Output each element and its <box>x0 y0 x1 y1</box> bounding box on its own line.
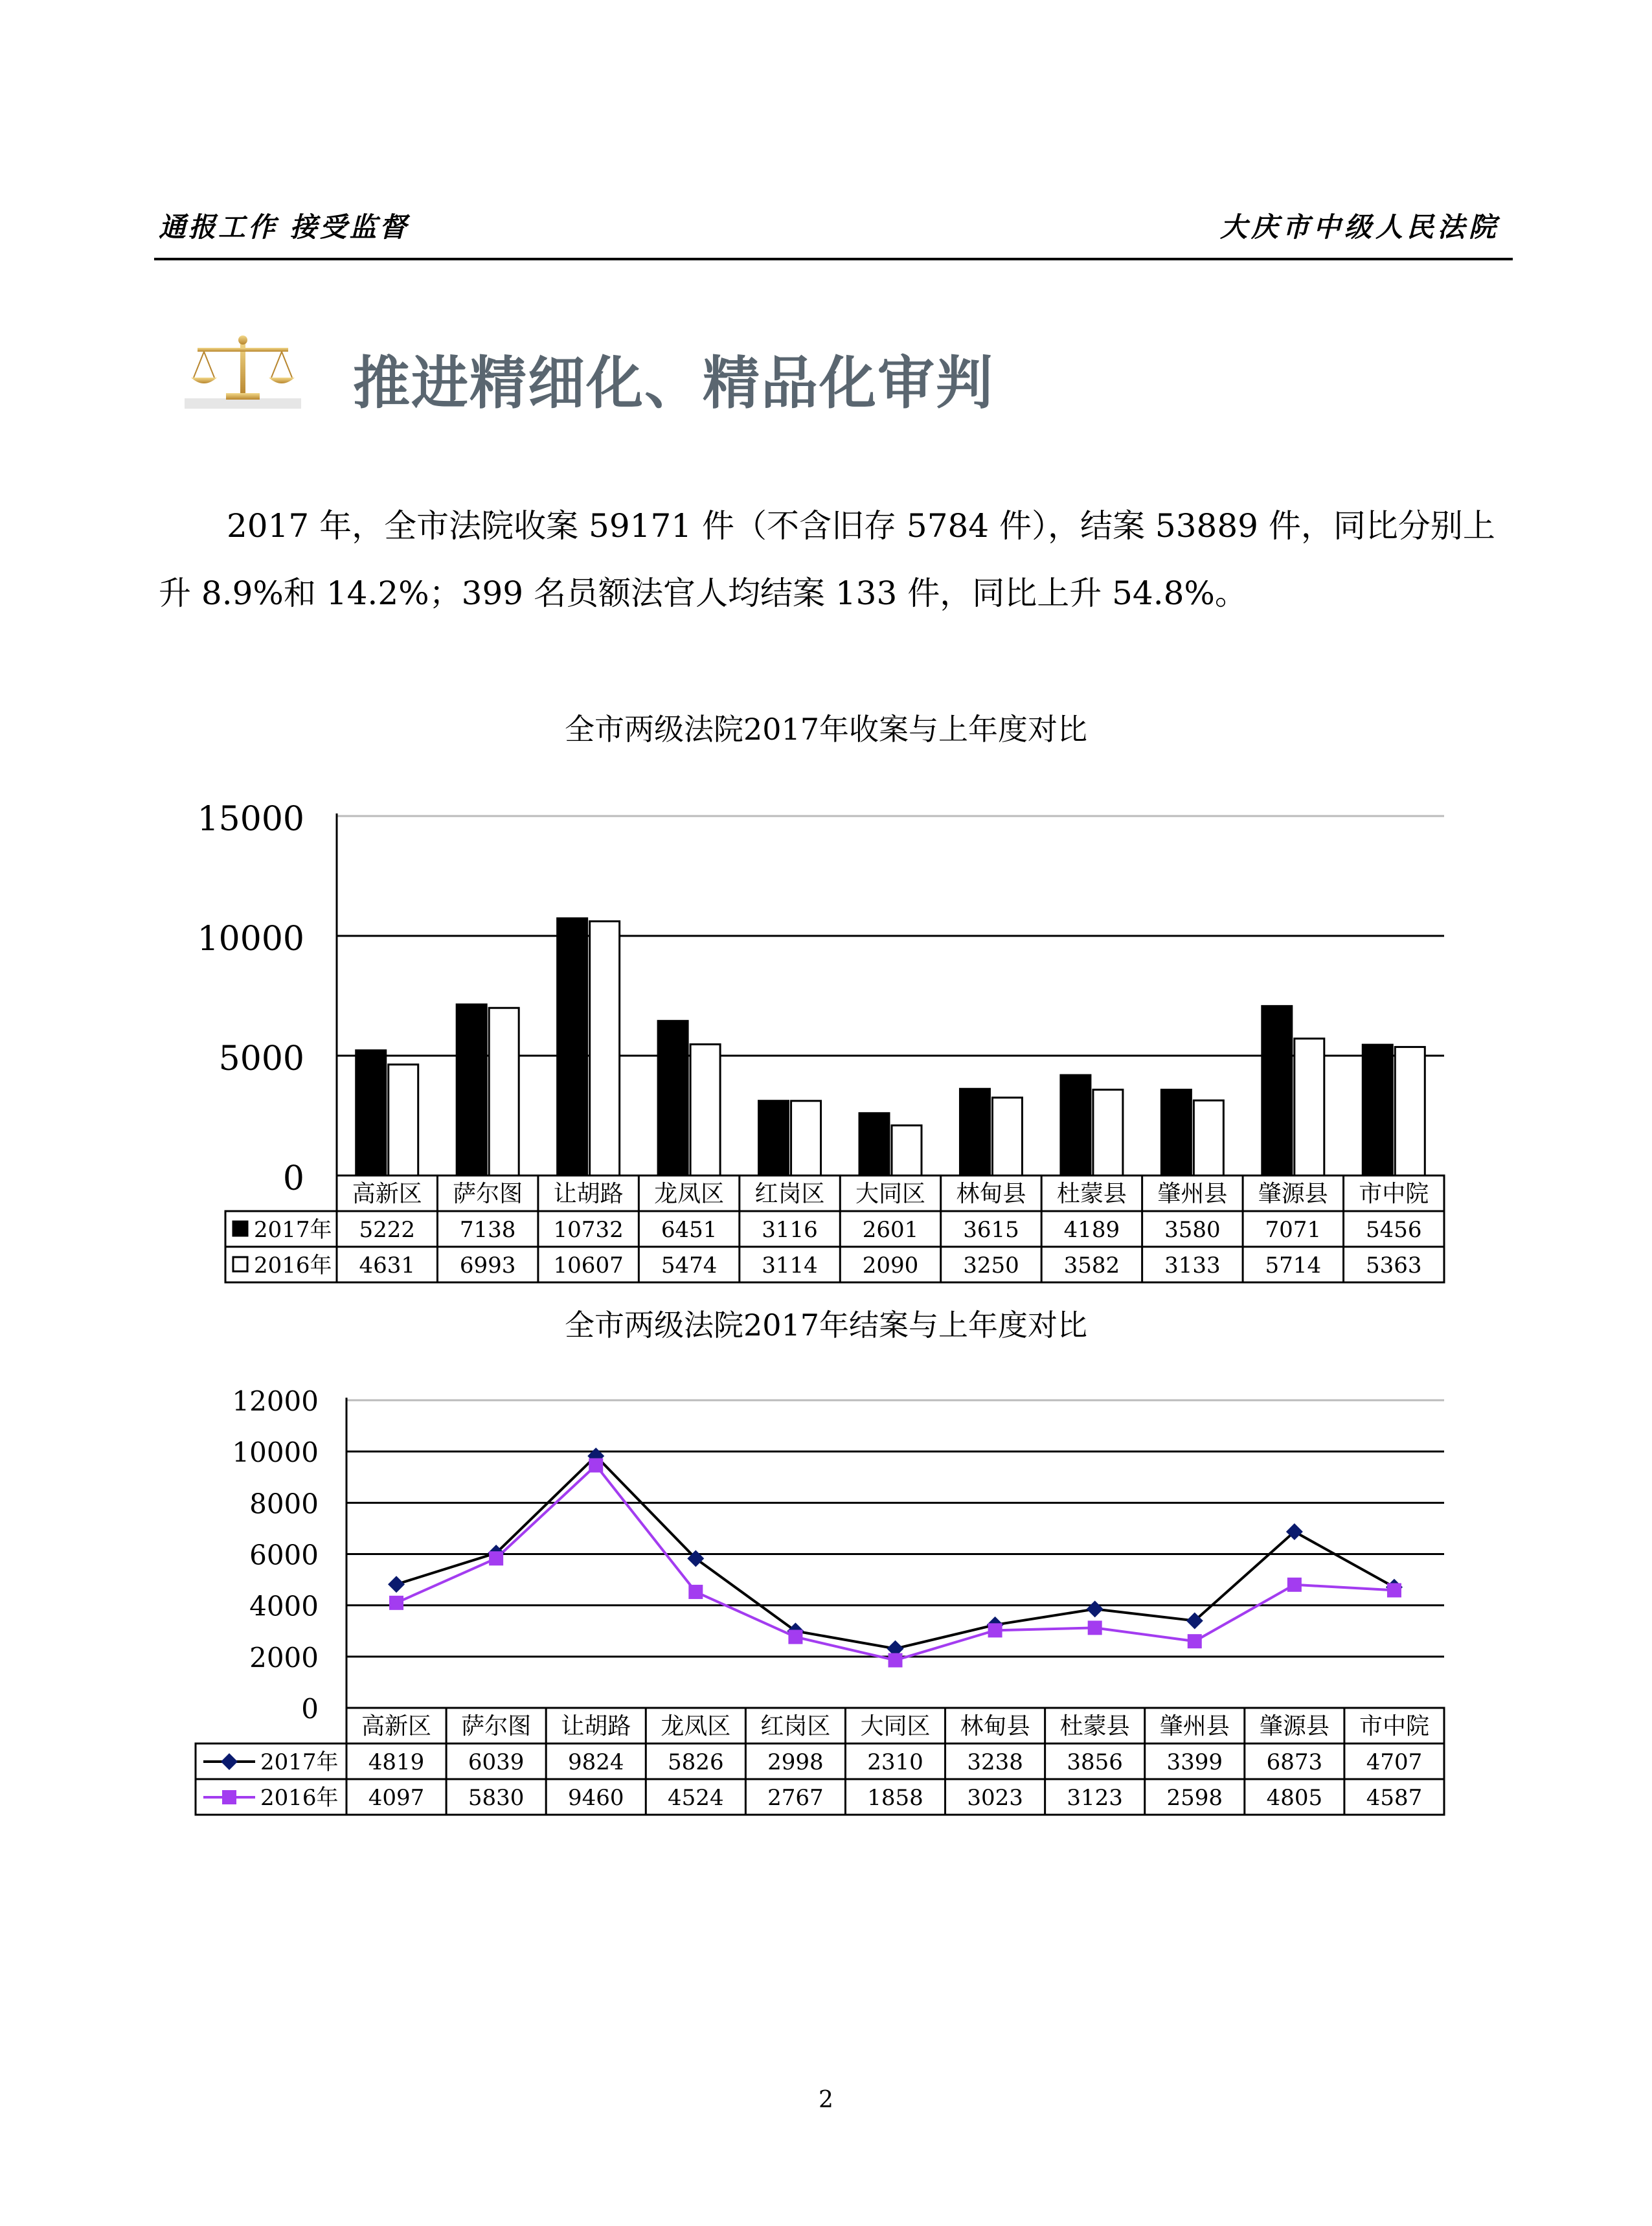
x-category-label: 肇州县 <box>1159 1713 1230 1740</box>
data-label: 1858 <box>867 1785 923 1811</box>
data-label: 2601 <box>862 1217 919 1243</box>
x-category-label: 肇州县 <box>1157 1181 1228 1207</box>
bar-2017 <box>1061 1075 1091 1175</box>
x-category-label: 萨尔图 <box>453 1181 523 1207</box>
bar-2016 <box>489 1008 519 1175</box>
data-label: 4707 <box>1366 1749 1423 1775</box>
x-category-label: 杜蒙县 <box>1056 1181 1127 1207</box>
bar-2017 <box>356 1051 386 1175</box>
x-category-label: 肇源县 <box>1258 1181 1328 1207</box>
data-label: 2998 <box>767 1749 824 1775</box>
y-tick-label: 15000 <box>197 800 304 839</box>
point-2016 <box>1387 1583 1401 1597</box>
scales-of-justice-icon <box>185 334 301 414</box>
data-label: 6451 <box>661 1217 718 1243</box>
legend-swatch <box>233 1221 247 1236</box>
data-label: 2598 <box>1166 1785 1223 1811</box>
y-tick-label: 12000 <box>232 1385 319 1417</box>
header-divider <box>154 258 1513 260</box>
data-label: 5456 <box>1366 1217 1422 1243</box>
y-tick-label: 6000 <box>249 1539 319 1571</box>
y-tick-label: 10000 <box>197 920 304 959</box>
page-number: 2 <box>819 2087 833 2113</box>
legend-marker <box>221 1753 238 1770</box>
data-label: 5363 <box>1366 1253 1422 1278</box>
x-category-label: 红岗区 <box>754 1181 825 1207</box>
series-line-2016年 <box>396 1466 1394 1661</box>
point-2016 <box>988 1623 1002 1637</box>
legend-label: 2016年 <box>254 1253 332 1278</box>
x-category-label: 杜蒙县 <box>1059 1713 1130 1740</box>
point-2016 <box>1088 1620 1102 1635</box>
x-category-label: 市中院 <box>1359 1181 1429 1207</box>
x-category-label: 龙凤区 <box>654 1181 725 1207</box>
point-2016 <box>1287 1578 1302 1592</box>
data-label: 3399 <box>1166 1749 1223 1775</box>
bar-2017 <box>658 1021 688 1175</box>
x-category-label: 大同区 <box>855 1181 926 1207</box>
body-paragraph: 2017 年，全市法院收案 59171 件（不含旧存 5784 件），结案 53889 件，同比分别上升 8.9%和 14.2%；399 名员额法官人均结案 133 件，同比上升 54.8%。 <box>159 507 1495 612</box>
data-label: 4097 <box>368 1785 425 1811</box>
bar-chart-title: 全市两级法院2017年收案与上年度对比 <box>564 712 1088 747</box>
data-label: 2767 <box>767 1785 824 1811</box>
x-category-label: 龙凤区 <box>661 1713 731 1740</box>
data-label: 4524 <box>668 1785 724 1811</box>
x-category-label: 肇源县 <box>1259 1713 1330 1740</box>
point-2016 <box>688 1585 703 1599</box>
data-label: 10732 <box>553 1217 624 1243</box>
y-tick-label: 4000 <box>249 1590 319 1622</box>
data-label: 9460 <box>567 1785 624 1811</box>
data-label: 3116 <box>762 1217 818 1243</box>
x-category-label: 萨尔图 <box>461 1713 532 1740</box>
bar-2016 <box>1194 1100 1223 1175</box>
bar-2016 <box>389 1065 418 1175</box>
legend-label: 2017年 <box>254 1217 332 1243</box>
header-left-text: 通报工作 接受监督 <box>159 211 409 243</box>
bar-2016 <box>690 1044 720 1175</box>
data-label: 3123 <box>1067 1785 1123 1811</box>
data-label: 3133 <box>1164 1253 1221 1278</box>
legend-marker <box>222 1790 236 1804</box>
data-label: 4631 <box>359 1253 415 1278</box>
bar-2016 <box>1395 1047 1425 1175</box>
line-chart <box>0 1360 1652 1826</box>
data-label: 6993 <box>459 1253 516 1278</box>
bar-2017 <box>1262 1006 1292 1175</box>
legend-label: 2016年 <box>260 1785 339 1811</box>
point-2016 <box>788 1630 802 1644</box>
x-category-label: 让胡路 <box>561 1713 631 1740</box>
point-2016 <box>489 1551 503 1565</box>
data-label: 3238 <box>967 1749 1023 1775</box>
data-label: 3580 <box>1164 1217 1221 1243</box>
section-title: 推进精细化、精品化审判 <box>353 350 995 416</box>
bar-2016 <box>590 922 620 1175</box>
bar-2016 <box>1093 1089 1123 1175</box>
data-label: 4819 <box>368 1749 425 1775</box>
bar-2017 <box>859 1113 889 1175</box>
data-label: 3250 <box>963 1253 1019 1278</box>
x-category-label: 让胡路 <box>553 1181 624 1207</box>
x-category-label: 红岗区 <box>760 1713 831 1740</box>
data-label: 6039 <box>468 1749 525 1775</box>
x-category-label: 市中院 <box>1359 1713 1429 1740</box>
data-label: 5826 <box>668 1749 724 1775</box>
y-tick-label: 2000 <box>249 1641 319 1674</box>
data-label: 5714 <box>1265 1253 1322 1278</box>
data-label: 6873 <box>1266 1749 1323 1775</box>
data-label: 9824 <box>567 1749 624 1775</box>
bar-2016 <box>1295 1039 1324 1175</box>
bar-2016 <box>791 1101 821 1175</box>
y-tick-label: 0 <box>301 1693 319 1725</box>
data-label: 3023 <box>967 1785 1023 1811</box>
x-category-label: 林甸县 <box>960 1713 1030 1740</box>
data-label: 7071 <box>1265 1217 1322 1243</box>
bar-2017 <box>1161 1090 1191 1175</box>
data-label: 3582 <box>1063 1253 1120 1278</box>
data-label: 4587 <box>1366 1785 1423 1811</box>
point-2017 <box>1087 1600 1103 1617</box>
bar-2017 <box>960 1089 990 1175</box>
bar-2016 <box>992 1098 1022 1175</box>
bar-2017 <box>558 918 587 1175</box>
y-tick-label: 5000 <box>218 1039 304 1078</box>
y-tick-label: 8000 <box>249 1488 319 1520</box>
bar-2017 <box>1363 1045 1392 1175</box>
point-2017 <box>388 1576 405 1593</box>
point-2016 <box>888 1653 903 1667</box>
data-label: 2310 <box>867 1749 923 1775</box>
x-category-label: 高新区 <box>352 1181 422 1207</box>
data-label: 3615 <box>963 1217 1019 1243</box>
bar-2016 <box>892 1126 922 1175</box>
data-label: 7138 <box>459 1217 516 1243</box>
bar-2017 <box>759 1101 789 1175</box>
data-label: 4189 <box>1063 1217 1120 1243</box>
data-label: 4805 <box>1266 1785 1323 1811</box>
data-label: 5222 <box>359 1217 415 1243</box>
legend-label: 2017年 <box>260 1749 339 1775</box>
data-label: 3114 <box>762 1253 818 1278</box>
point-2016 <box>589 1459 603 1473</box>
data-label: 10607 <box>553 1253 624 1278</box>
point-2016 <box>389 1596 403 1610</box>
x-category-label: 大同区 <box>860 1713 931 1740</box>
legend-swatch <box>233 1257 247 1271</box>
data-label: 2090 <box>862 1253 919 1278</box>
data-label: 5830 <box>468 1785 525 1811</box>
bar-2017 <box>457 1005 486 1175</box>
header-right-text: 大庆市中级人民法院 <box>1219 211 1500 243</box>
bar-chart <box>0 764 1652 1295</box>
data-label: 5474 <box>661 1253 718 1278</box>
series-line-2017年 <box>396 1456 1394 1648</box>
line-chart-title: 全市两级法院2017年结案与上年度对比 <box>564 1308 1088 1343</box>
y-tick-label: 0 <box>282 1159 304 1198</box>
x-category-label: 林甸县 <box>956 1181 1026 1207</box>
x-category-label: 高新区 <box>361 1713 432 1740</box>
y-tick-label: 10000 <box>232 1437 319 1469</box>
data-label: 3856 <box>1067 1749 1123 1775</box>
point-2016 <box>1188 1634 1202 1648</box>
